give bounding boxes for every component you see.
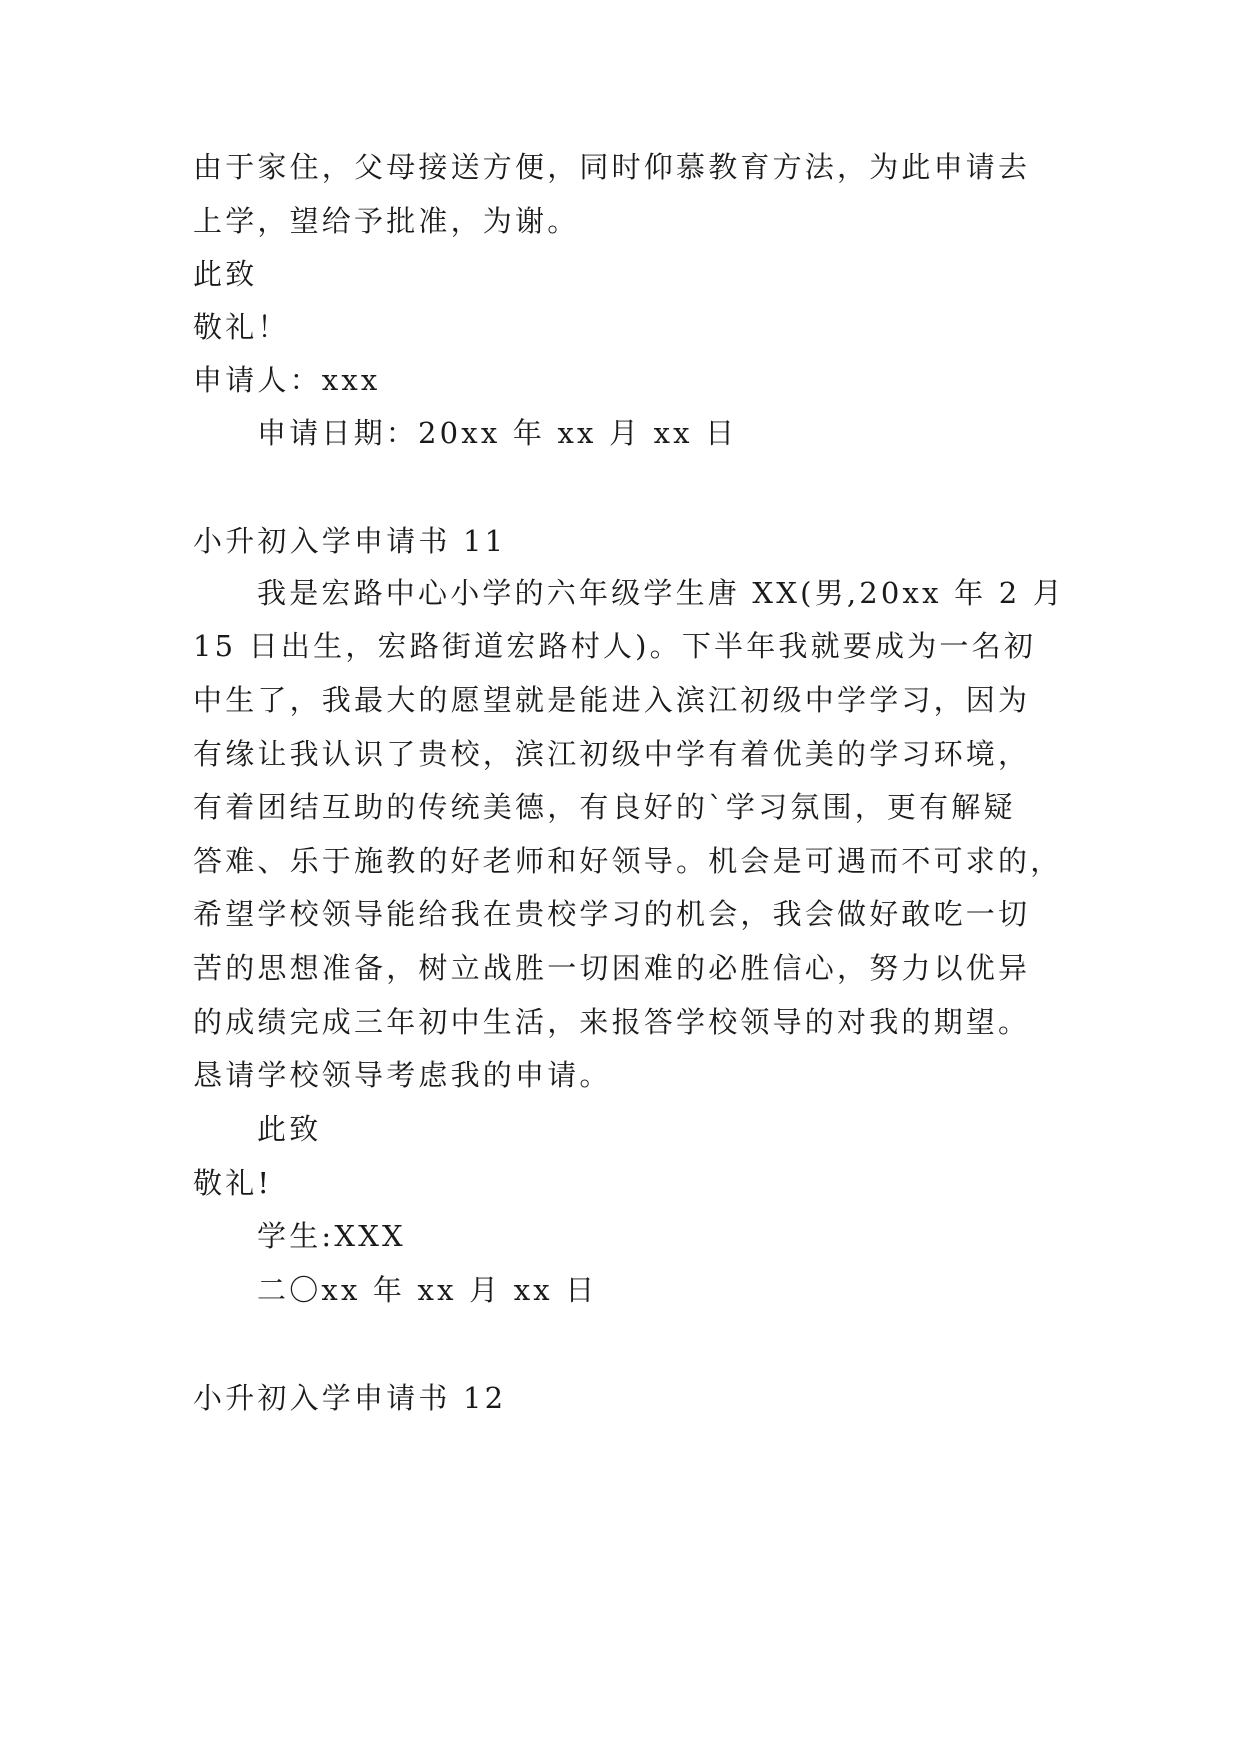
paragraph-line: 上学，望给予批准，为谢。: [193, 204, 580, 238]
paragraph-line: 15 日出生，宏路街道宏路村人)。下半年我就要成为一名初: [193, 629, 1037, 663]
paragraph-line: 答难、乐于施教的好老师和好领导。机会是可遇而不可求的，: [193, 844, 1063, 878]
closing-line: 此致: [193, 257, 258, 291]
paragraph-line: 的成绩完成三年初中生活，来报答学校领导的对我的期望。: [193, 1005, 1031, 1039]
closing-line: 敬礼！: [193, 310, 290, 344]
date-line: 申请日期：20xx 年 xx 月 xx 日: [257, 416, 738, 450]
paragraph-line: 由于家住，父母接送方便，同时仰慕教育方法，为此申请去: [193, 150, 1031, 184]
paragraph-line: 有缘让我认识了贵校，滨江初级中学有着优美的学习环境，: [193, 737, 1031, 771]
paragraph-line: 有着团结互助的传统美德，有良好的`学习氛围，更有解疑: [193, 790, 1016, 824]
paragraph-line: 我是宏路中心小学的六年级学生唐 XX(男,20xx 年 2 月: [257, 576, 1065, 610]
section-title: 小升初入学申请书 11: [193, 524, 507, 558]
paragraph-line: 希望学校领导能给我在贵校学习的机会，我会做好敢吃一切: [193, 897, 1031, 931]
closing-line: 此致: [257, 1112, 322, 1146]
paragraph-line: 恳请学校领导考虑我的申请。: [193, 1058, 612, 1092]
paragraph-line: 中生了，我最大的愿望就是能进入滨江初级中学学习，因为: [193, 683, 1031, 717]
date-line: 二〇xx 年 xx 月 xx 日: [257, 1273, 598, 1307]
section-title: 小升初入学申请书 12: [193, 1381, 507, 1415]
paragraph-line: 苦的思想准备，树立战胜一切困难的必胜信心，努力以优异: [193, 951, 1031, 985]
student-line: 学生:XXX: [257, 1219, 406, 1253]
applicant-line: 申请人：xxx: [193, 363, 381, 397]
closing-line: 敬礼!: [193, 1166, 273, 1200]
